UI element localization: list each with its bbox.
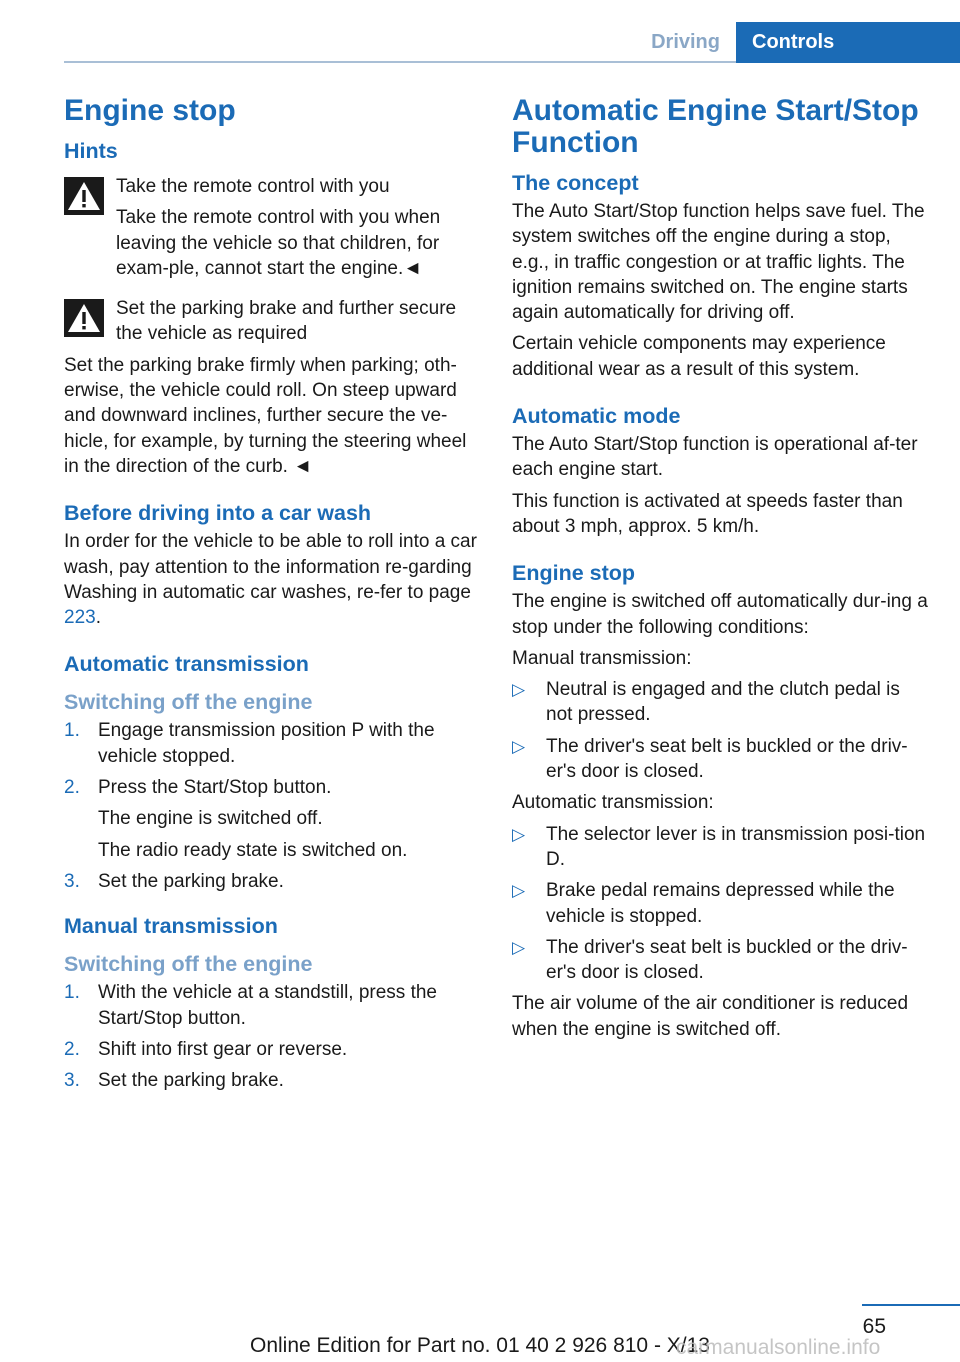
manual-label: Manual transmission: <box>512 647 692 669</box>
carwash-text-post: . <box>95 607 101 629</box>
switching-off-heading: Switching off the engine <box>64 690 313 715</box>
engine-stop-heading: Engine stop <box>512 561 636 586</box>
warning-remote-control <box>64 173 478 281</box>
list-item <box>512 822 928 873</box>
auto-start-stop-title: Automatic Engine Start/Stop Function <box>512 94 919 159</box>
watermark: carmanualsonline.info <box>676 1336 881 1359</box>
list-item <box>64 980 478 1031</box>
list-item <box>64 775 478 863</box>
list-item <box>64 1068 478 1093</box>
warning-title: Take the remote control with you <box>116 176 390 197</box>
automatic-steps <box>64 718 478 894</box>
list-item <box>64 1037 478 1062</box>
warning-icon <box>64 177 104 215</box>
manual-steps <box>64 980 478 1093</box>
right-column <box>512 95 928 1048</box>
step-number: 1. <box>64 982 80 1004</box>
automatic-label: Automatic transmission: <box>512 792 714 814</box>
list-item <box>64 718 478 769</box>
manual-conditions <box>512 677 928 784</box>
left-column <box>64 95 478 1099</box>
step-number: 3. <box>64 870 80 892</box>
step-subtext: The engine is switched off. <box>98 808 323 830</box>
manual-transmission-heading: Manual transmission <box>64 914 278 939</box>
tab-controls[interactable]: Controls <box>736 22 960 63</box>
page-link[interactable]: 223 <box>64 607 96 629</box>
automatic-mode-heading: Automatic mode <box>512 404 681 429</box>
concept-heading: The concept <box>512 171 639 195</box>
bullet-triangle-icon: ▷ <box>512 937 526 957</box>
step-number: 3. <box>64 1070 80 1092</box>
tab-driving[interactable]: Driving <box>651 31 720 53</box>
warning-body <box>116 205 478 281</box>
step-number: 2. <box>64 1038 80 1060</box>
hints-heading: Hints <box>64 139 118 163</box>
bullet-text: The driver's seat belt is buckled or the driv‐er's door is closed. <box>546 936 908 984</box>
list-item <box>64 869 478 894</box>
step-text: Set the parking brake. <box>98 870 284 892</box>
page-number-rule <box>862 1304 960 1306</box>
bullet-text: The driver's seat belt is buckled or the driv‐er's door is closed. <box>546 735 908 783</box>
step-text: With the vehicle at a standstill, press the Start/Stop button. <box>98 982 437 1029</box>
automatic-mode-paragraph: This function is activated at speeds faster than about 3 mph, approx. 5 km/h. <box>512 490 903 537</box>
warning-icon <box>64 299 104 337</box>
engine-stop-paragraph: The engine is switched off automatically dur‐ing a stop under the following conditions: <box>512 591 928 638</box>
carwash-heading: Before driving into a car wash <box>64 501 372 526</box>
list-item <box>512 935 928 986</box>
bullet-triangle-icon: ▷ <box>512 736 526 756</box>
warning-parking-brake <box>64 295 478 479</box>
step-text: Press the Start/Stop button. <box>98 777 332 799</box>
step-number: 2. <box>64 777 80 799</box>
bullet-text: Neutral is engaged and the clutch pedal is not pressed. <box>546 679 900 726</box>
list-item <box>512 734 928 785</box>
bullet-triangle-icon: ▷ <box>512 881 526 901</box>
page-number: 65 <box>862 1315 886 1338</box>
step-text: Engage transmission position P with the vehicle stopped. <box>98 720 435 767</box>
engine-stop-title: Engine stop <box>64 94 236 127</box>
concept-paragraph: Certain vehicle components may experience additional wear as a result of this system. <box>512 333 886 380</box>
list-item <box>512 878 928 929</box>
step-subtext: The radio ready state is switched on. <box>98 839 408 861</box>
switching-off-heading: Switching off the engine <box>64 952 313 977</box>
edition-footer: Online Edition for Part no. 01 40 2 926 810 - X/13 <box>250 1334 710 1357</box>
carwash-text-pre: In order for the vehicle to be able to roll into a car wash, pay attention to the information re‐garding Washing in automatic car washes, re‐fer to page <box>64 531 477 603</box>
warning-title: Set the parking brake and further secure the vehicle as required <box>116 298 457 345</box>
warning-body: Set the parking brake firmly when parking; oth‐erwise, the vehicle could roll. On steep upward and downward inclines, further secure the ve‐hicle, for example, by turning the steering wheel in the direction of the curb. ◄ <box>64 354 467 477</box>
bullet-text: Brake pedal remains depressed while the vehicle is stopped. <box>546 880 895 927</box>
step-text: Set the parking brake. <box>98 1070 284 1092</box>
automatic-conditions <box>512 822 928 986</box>
warning-body-text: Take the remote control with you when leaving the vehicle so that children, for exam‐ple, cannot start the engine.◄ <box>116 207 441 279</box>
carwash-text <box>64 529 478 630</box>
step-text: Shift into first gear or reverse. <box>98 1038 348 1060</box>
bullet-triangle-icon: ▷ <box>512 680 526 700</box>
bullet-text: The selector lever is in transmission posi‐tion D. <box>546 823 926 870</box>
list-item <box>512 677 928 728</box>
step-number: 1. <box>64 720 80 742</box>
automatic-transmission-heading: Automatic transmission <box>64 652 309 677</box>
closing-paragraph: The air volume of the air conditioner is reduced when the engine is switched off. <box>512 993 909 1040</box>
concept-paragraph: The Auto Start/Stop function helps save fuel. The system switches off the engine during a stop, e.g., in traffic congestion or at traffic lights. The ignition remains switched on. The engine starts again automatically for driving off. <box>512 201 925 324</box>
automatic-mode-paragraph: The Auto Start/Stop function is operational af‐ter each engine start. <box>512 434 918 481</box>
bullet-triangle-icon: ▷ <box>512 824 526 844</box>
